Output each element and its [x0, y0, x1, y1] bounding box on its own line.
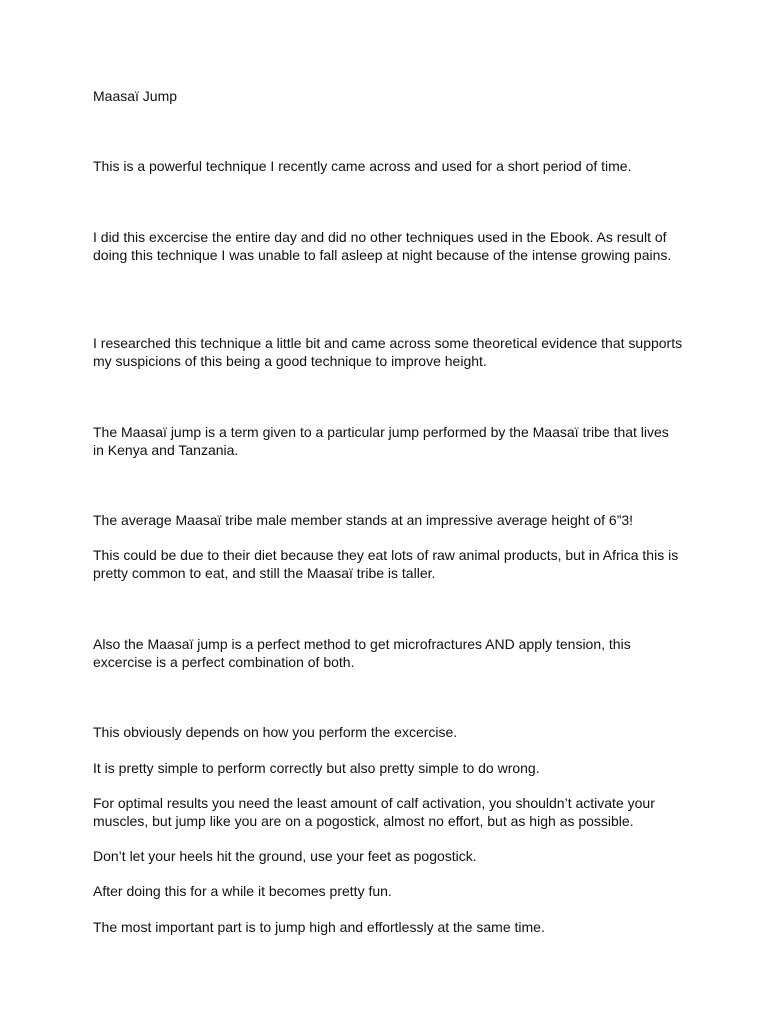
paragraph-10: For optimal results you need the least amount of calf activation, you shouldn’t activate your muscles, but jump like you are on a pogostick, almost no effort, but as high as possible. — [93, 795, 655, 829]
paragraph-3: I researched this technique a little bit and came across some theoretical evidence that supports my suspicions of this being a good technique to improve height. — [93, 335, 683, 369]
paragraph-2: I did this excercise the entire day and did no other techniques used in the Ebook. As result of doing this technique I was unable to fall asleep at night because of the intense growing pains. — [93, 229, 672, 263]
document-title: Maasaï Jump — [93, 88, 178, 104]
paragraph-12: After doing this for a while it becomes pretty fun. — [93, 883, 392, 899]
paragraph-11: Don’t let your heels hit the ground, use your feet as pogostick. — [93, 848, 477, 864]
paragraph-6: This could be due to their diet because they eat lots of raw animal products, but in Africa this is pretty common to eat, and still the Maasaï tribe is taller. — [93, 547, 679, 581]
paragraph-8: This obviously depends on how you perform the excercise. — [93, 724, 458, 740]
paragraph-1: This is a powerful technique I recently came across and used for a short period of time. — [93, 158, 632, 174]
paragraph-4: The Maasaï jump is a term given to a particular jump performed by the Maasaï tribe that lives in Kenya and Tanzania. — [93, 424, 669, 458]
paragraph-9: It is pretty simple to perform correctly but also pretty simple to do wrong. — [93, 760, 540, 776]
paragraph-7: Also the Maasaï jump is a perfect method to get microfractures AND apply tension, this excercise is a perfect combination of both. — [93, 636, 631, 670]
paragraph-13: The most important part is to jump high and effortlessly at the same time. — [93, 919, 545, 935]
paragraph-5: The average Maasaï tribe male member stands at an impressive average height of 6”3! — [93, 512, 634, 528]
